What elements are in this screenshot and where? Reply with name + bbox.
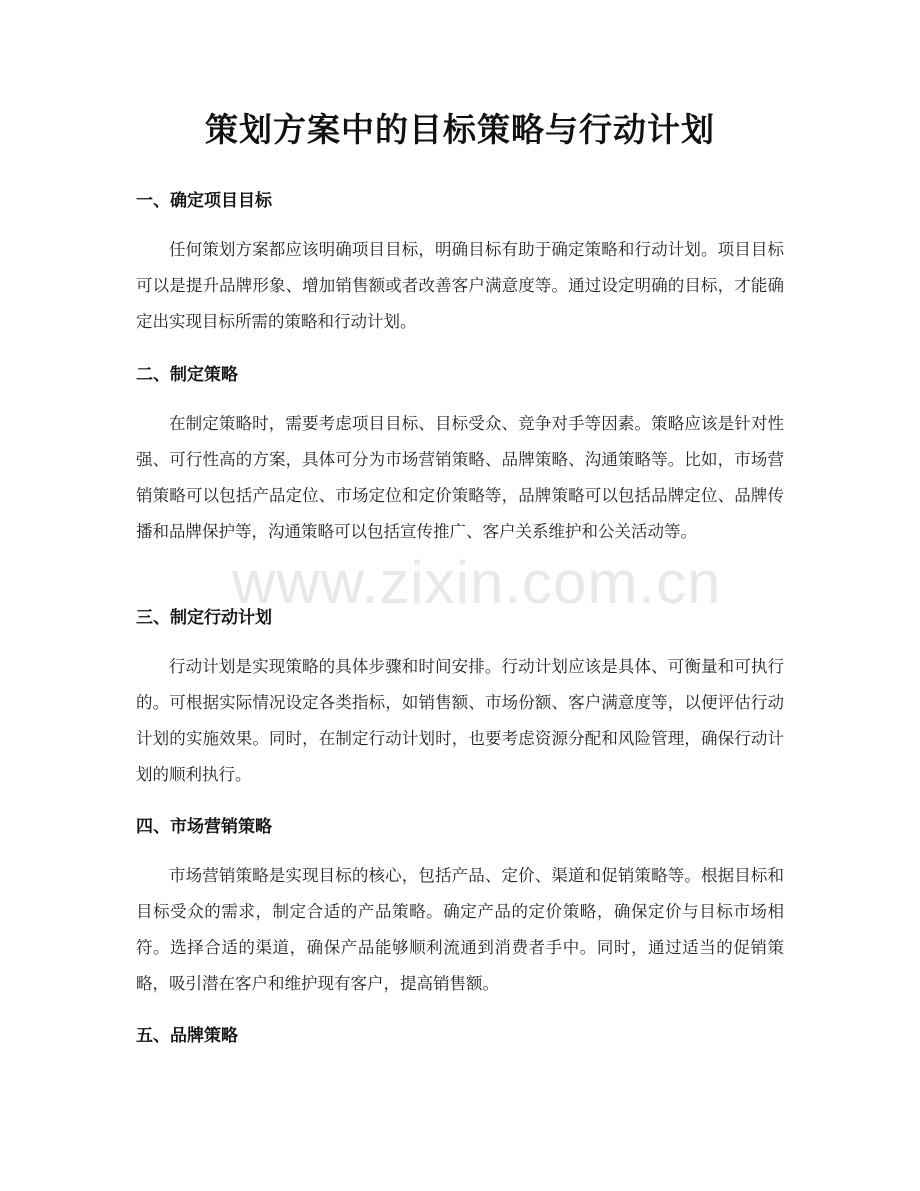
section-body-4: 市场营销策略是实现目标的核心，包括产品、定价、渠道和促销策略等。根据目标和目标受众的需求，制定合适的产品策略。确定产品的定价策略，确保定价与目标市场相符。选择合适的渠道，确保产品能够顺利流通到消费者手中。同时，通过适当的促销策略，吸引潜在客户和维护现有客户，提高销售额。: [136, 866, 784, 993]
section-body-1: 任何策划方案都应该明确项目目标，明确目标有助于确定策略和行动计划。项目目标可以是提升品牌形象、增加销售额或者改善客户满意度等。通过设定明确的目标，才能确定出实现目标所需的策略和行动计划。: [136, 240, 784, 331]
section-heading-2: 二、制定策略: [136, 365, 238, 385]
section-heading-4: 四、市场营销策略: [136, 817, 272, 837]
section-heading-5: 五、品牌策略: [136, 1026, 238, 1046]
page-title: 策划方案中的目标策略与行动计划: [205, 110, 715, 149]
section-heading-3: 三、制定行动计划: [136, 608, 272, 628]
section-body-2: 在制定策略时，需要考虑项目目标、目标受众、竞争对手等因素。策略应该是针对性强、可行性高的方案，具体可分为市场营销策略、品牌策略、沟通策略等。比如，市场营销策略可以包括产品定位、市场定位和定价策略等，品牌策略可以包括品牌定位、品牌传播和品牌保护等，沟通策略可以包括宣传推广、客户关系维护和公关活动等。: [136, 414, 784, 541]
section-body-3: 行动计划是实现策略的具体步骤和时间安排。行动计划应该是具体、可衡量和可执行的。可根据实际情况设定各类指标，如销售额、市场份额、客户满意度等，以便评估行动计划的实施效果。同时，在制定行动计划时，也要考虑资源分配和风险管理，确保行动计划的顺利执行。: [136, 657, 784, 784]
section-heading-1: 一、确定项目目标: [136, 191, 272, 211]
watermark: www.zixin.com.cn: [232, 549, 722, 616]
